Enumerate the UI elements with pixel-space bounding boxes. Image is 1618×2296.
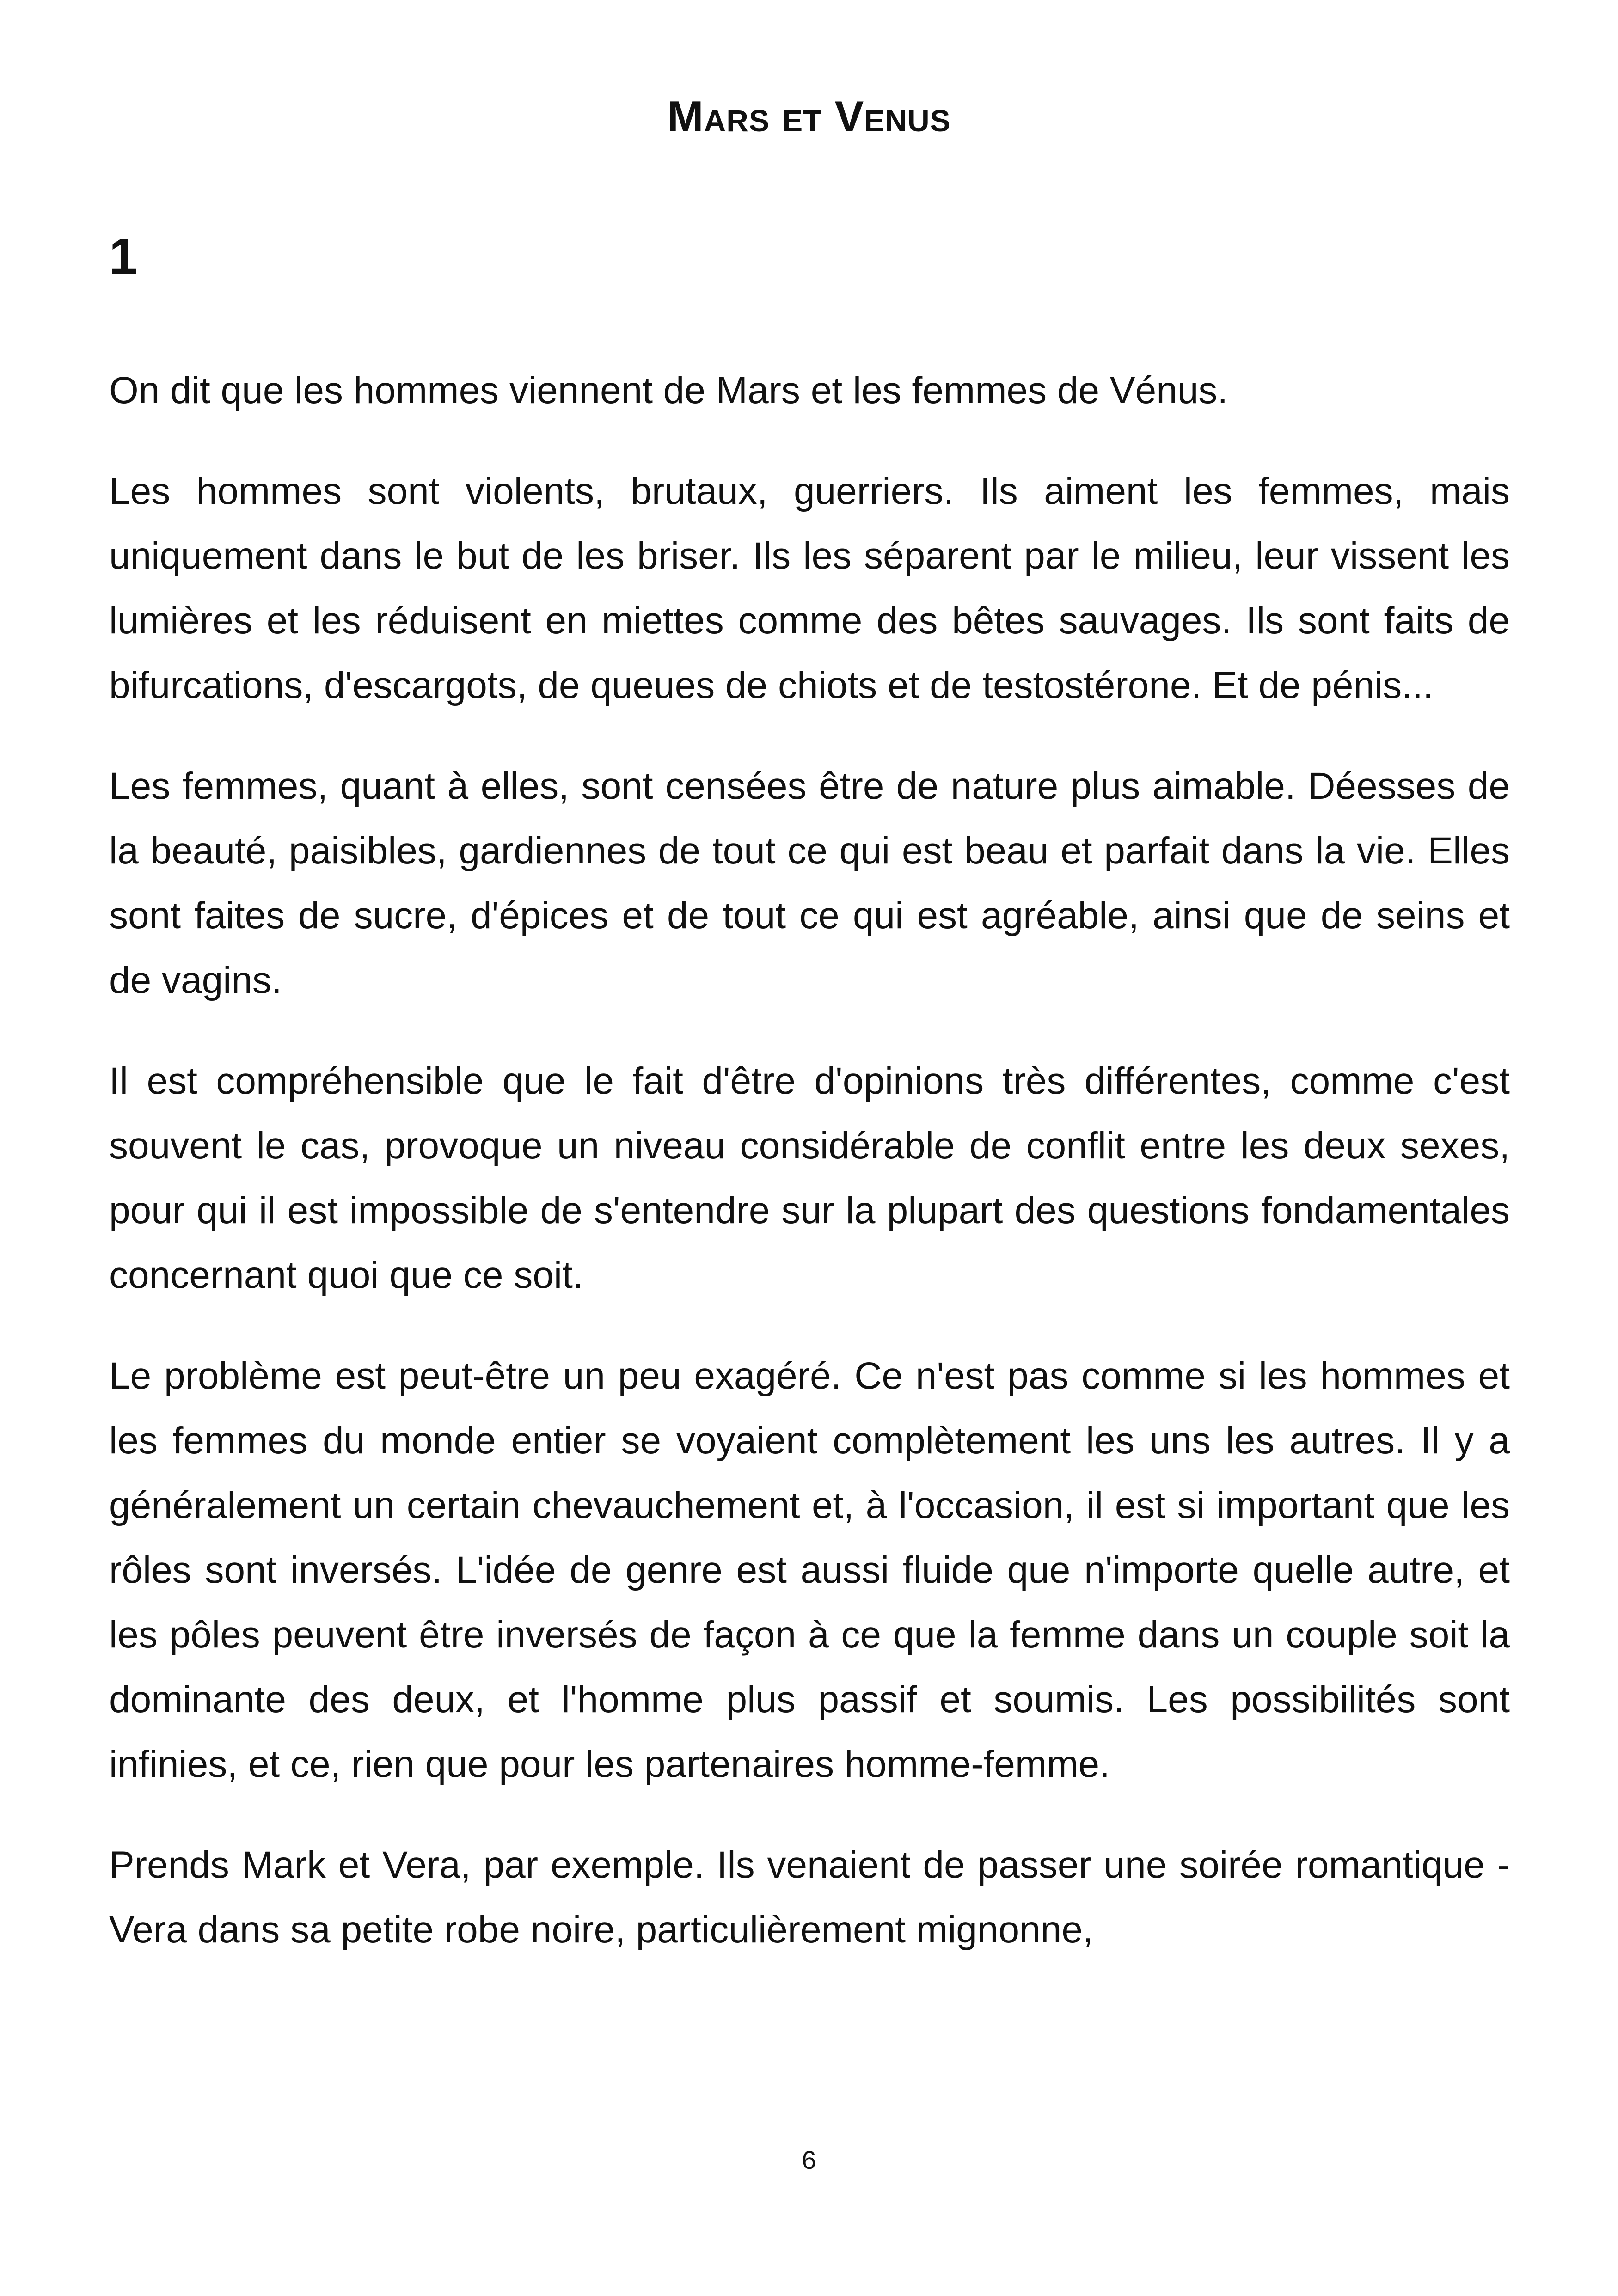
- paragraph-5: Le problème est peut-être un peu exagéré. Ce n'est pas comme si les hommes et les femmes du monde entier se voyaient complètement les uns les autres. Il y a généralement un certain chevauchement et, à l'occasion, il est si important que les rôles sont inversés. L'idée de genre est aussi fluide que n'importe quelle autre, et les pôles peuvent être inversés de façon à ce que la femme dans un couple soit la dominante des deux, et l'homme plus passif et soumis. Les possibilités sont infinies, et ce, rien que pour les partenaires homme-femme.: [109, 1355, 1510, 1785]
- paragraph-6: Prends Mark et Vera, par exemple. Ils venaient de passer une soirée romantique - Vera dans sa petite robe noire, particulièrement mignonne,: [109, 1844, 1510, 1951]
- page-number: 6: [802, 2145, 816, 2174]
- paragraph-1: On dit que les hommes viennent de Mars et les femmes de Vénus.: [109, 369, 1228, 411]
- paragraph-3: Les femmes, quant à elles, sont censées être de nature plus aimable. Déesses de la beauté, paisibles, gardiennes de tout ce qui est beau et parfait dans la vie. Elles sont faites de sucre, d'épices et de tout ce qui est agréable, ainsi que de seins et de vagins.: [109, 765, 1510, 1001]
- chapter-number: 1: [109, 228, 138, 285]
- paragraph-4: Il est compréhensible que le fait d'être d'opinions très différentes, comme c'est souvent le cas, provoque un niveau considérable de conflit entre les deux sexes, pour qui il est impossible de s'entendre sur la plupart des questions fondamentales concernant quoi que ce soit.: [109, 1060, 1510, 1296]
- page-title: Mars et Venus: [667, 92, 951, 141]
- paragraph-2: Les hommes sont violents, brutaux, guerriers. Ils aiment les femmes, mais uniquement dans le but de les briser. Ils les séparent par le milieu, leur vissent les lumières et les réduisent en miettes comme des bêtes sauvages. Ils sont faits de bifurcations, d'escargots, de queues de chiots et de testostérone. Et de pénis...: [109, 470, 1510, 706]
- body-text: [109, 358, 1510, 1962]
